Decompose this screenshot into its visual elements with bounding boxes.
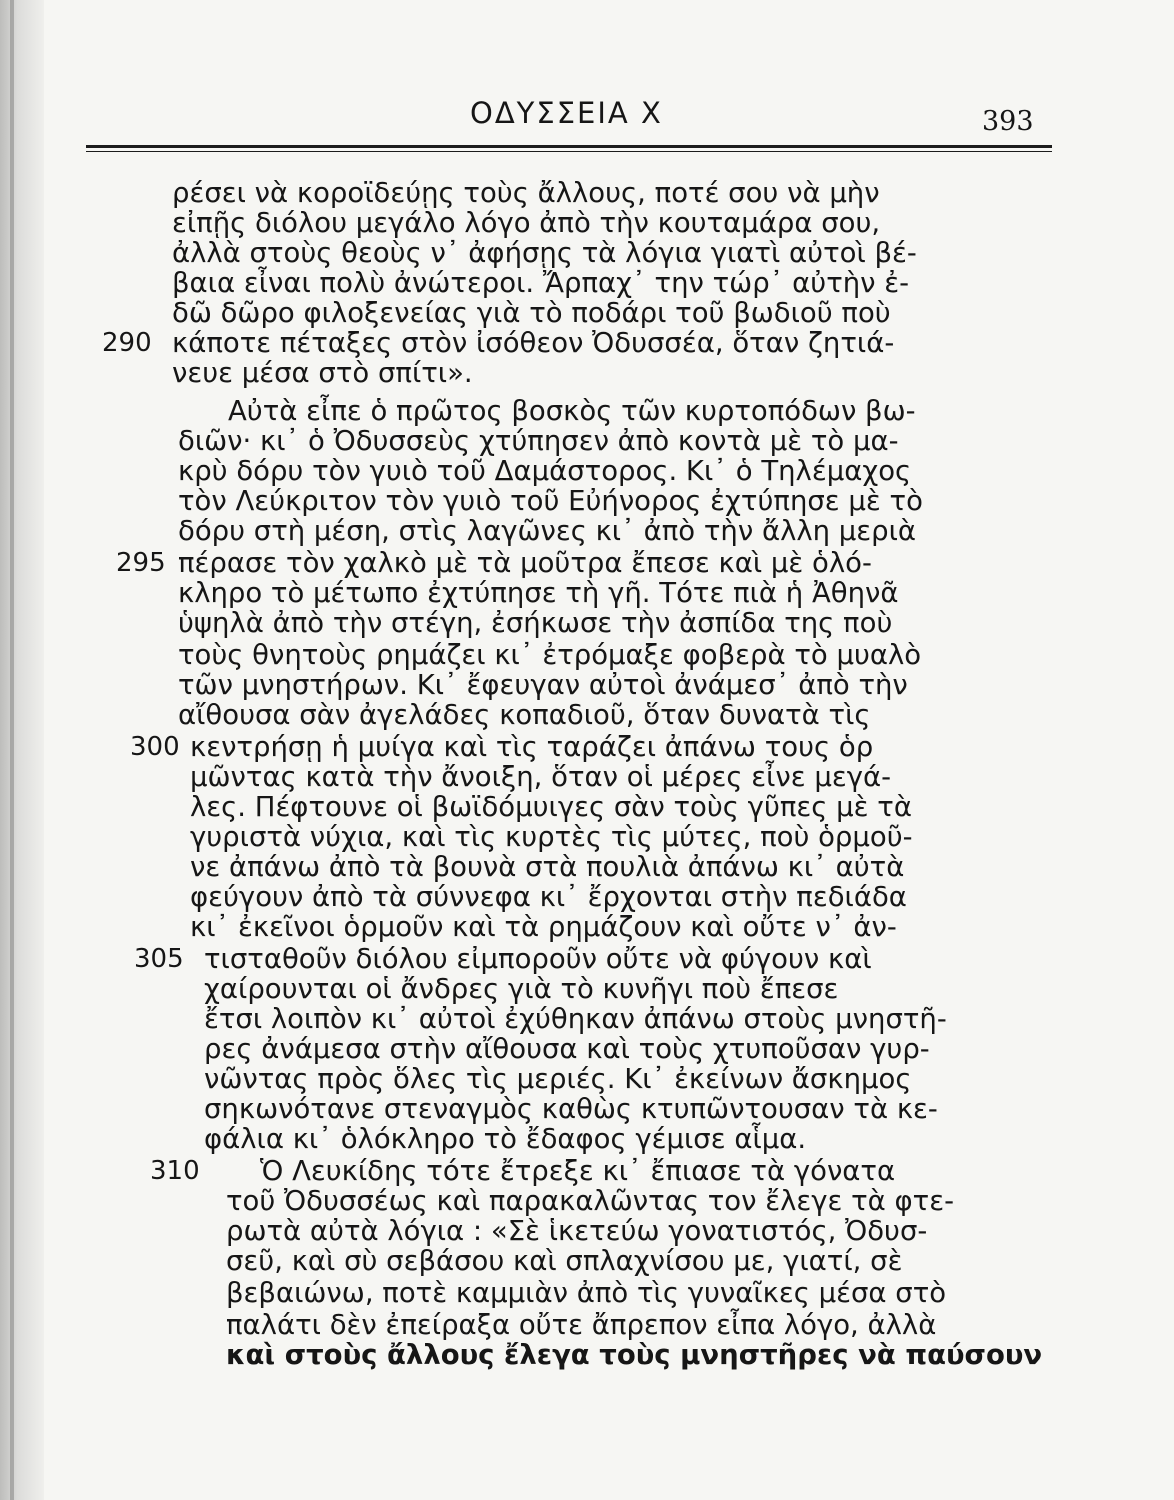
text-line: εἰπῇς διόλου μεγάλο λόγο ἀπὸ τὴν κουταμάρα σου, [172,207,881,239]
page-number: 393 [982,106,1034,137]
text-line: δῶ δῶρο φιλοξενείας γιὰ τὸ ποδάρι τοῦ βωδιοῦ ποὺ [172,297,891,329]
text-line: σηκωνότανε στεναγμὸς καθὼς κτυπῶντουσαν τὰ κε- [204,1093,938,1125]
text-line: λες. Πέφτουνε οἱ βωϊδόμυιγες σὰν τοὺς γῦπες μὲ τὰ [190,791,912,823]
text-line: μῶντας κατὰ τὴν ἄνοιξη, ὅταν οἱ μέρες εἶνε μεγά- [190,761,892,793]
text-line: ἔτσι λοιπὸν κι᾽ αὐτοὶ ἐχύθηκαν ἀπάνω στοὺς μνηστῆ- [204,1003,947,1035]
text-line: κεντρήσῃ ἡ μυίγα καὶ τὶς ταράζει ἀπάνω τους ὁρ [190,731,874,763]
text-line: σεῦ, καὶ σὺ σεβάσου καὶ σπλαχνίσου με, γιατί, σὲ [226,1245,903,1277]
text-line: ἀλλὰ στοὺς θεοὺς ν᾽ ἀφήσῃς τὰ λόγια γιατὶ αὐτοὶ βέ- [172,237,917,269]
text-line: φεύγουν ἀπὸ τὰ σύννεφα κι᾽ ἔρχονται στὴν πεδιάδα [190,881,907,913]
text-line: κρὺ δόρυ τὸν γυιὸ τοῦ Δαμάστορος. Κι᾽ ὁ Τηλέμαχος [178,455,912,487]
line-number: 305 [134,944,184,974]
text-line: τῶν μνηστήρων. Κι᾽ ἔφευγαν αὐτοὶ ἀνάμεσ᾽ ἀπὸ τὴν [178,669,908,701]
line-number: 290 [102,328,152,358]
text-line: δόρυ στὴ μέση, στὶς λαγῶνες κι᾽ ἀπὸ τὴν ἄλλη μεριὰ [178,515,917,547]
text-line: βαια εἶναι πολὺ ἀνώτεροι. Ἄρπαχ᾽ την τώρ᾽ αὐτὴν ἐ- [172,267,910,299]
text-line: παλάτι δὲν ἐπείραξα οὔτε ἄπρεπον εἶπα λόγο, ἀλλὰ [226,1309,937,1341]
text-line: ὑψηλὰ ἀπὸ τὴν στέγη, ἐσήκωσε τὴν ἀσπίδα της ποὺ [178,607,893,639]
text-line: διῶν· κι᾽ ὁ Ὀδυσσεὺς χτύπησεν ἀπὸ κοντὰ μὲ τὸ μα- [178,425,899,457]
text-line: τὸν Λεύκριτον τὸν γυιὸ τοῦ Εὐήνορος ἐχτύπησε μὲ τὸ [178,485,923,517]
text-line: βεβαιώνω, ποτὲ καμμιὰν ἀπὸ τὶς γυναῖκες μέσα στὸ [226,1277,947,1309]
text-line: χαίρουνται οἱ ἄνδρες γιὰ τὸ κυνῆγι ποὺ ἔπεσε [204,973,839,1005]
line-number: 295 [116,548,166,578]
text-line: νῶντας πρὸς ὅλες τὶς μεριές. Κι᾽ ἐκείνων ἄσκημος [204,1063,912,1095]
text-line: αἴθουσα σὰν ἀγελάδες κοπαδιοῦ, ὅταν δυνατὰ τὶς [178,699,871,731]
book-gutter-shadow [0,0,44,1500]
line-number: 300 [130,732,180,762]
text-line: κληρο τὸ μέτωπο ἐχτύπησε τὴ γῆ. Τότε πιὰ ἡ Ἀθηνᾶ [178,577,899,609]
text-line: κι᾽ ἐκεῖνοι ὁρμοῦν καὶ τὰ ρημάζουν καὶ οὔτε ν᾽ ἀν- [190,911,897,943]
text-line: φάλια κι᾽ ὁλόκληρο τὸ ἔδαφος γέμισε αἷμα. [204,1123,807,1155]
text-line: καὶ στοὺς ἄλλους ἔλεγα τοὺς μνηστῆρες νὰ παύσουν [226,1339,1043,1371]
text-line: νε ἀπάνω ἀπὸ τὰ βουνὰ στὰ πουλιὰ ἀπάνω κι᾽ αὐτὰ [190,851,905,883]
text-line: τοὺς θνητοὺς ρημάζει κι᾽ ἐτρόμαξε φοβερὰ τὸ μυαλὸ [178,639,922,671]
running-title: ΟΔΥΣΣΕΙΑ Χ [470,96,663,130]
text-line: ρες ἀνάμεσα στὴν αἴθουσα καὶ τοὺς χτυποῦσαν γυρ- [204,1033,930,1065]
header-rule-thick [86,145,1052,148]
text-line: γυριστὰ νύχια, καὶ τὶς κυρτὲς τὶς μύτες, ποὺ ὁρμοῦ- [190,821,913,853]
text-line: τοῦ Ὀδυσσέως καὶ παρακαλῶντας τον ἔλεγε τὰ φτε- [226,1185,955,1217]
text-line: νευε μέσα στὸ σπίτι». [172,357,473,389]
header-rule-thin [86,151,1052,152]
line-number: 310 [150,1156,200,1186]
text-line: κάποτε πέταξες στὸν ἰσόθεον Ὀδυσσέα, ὅταν ζητιά- [172,327,895,359]
text-line: Ὁ Λευκίδης τότε ἔτρεξε κι᾽ ἔπιασε τὰ γόνατα [260,1155,896,1187]
text-line: πέρασε τὸν χαλκὸ μὲ τὰ μοῦτρα ἔπεσε καὶ μὲ ὁλό- [178,547,872,579]
text-line: τισταθοῦν διόλου εἰμποροῦν οὔτε νὰ φύγουν καὶ [204,943,872,975]
text-line: ρωτὰ αὐτὰ λόγια : «Σὲ ἱκετεύω γονατιστός, Ὀδυσ- [226,1215,928,1247]
text-line: Αὐτὰ εἶπε ὁ πρῶτος βοσκὸς τῶν κυρτοπόδων βω- [228,395,916,427]
text-line: ρέσει νὰ κοροϊδεύῃς τοὺς ἄλλους, ποτέ σου νὰ μὴν [172,177,880,209]
